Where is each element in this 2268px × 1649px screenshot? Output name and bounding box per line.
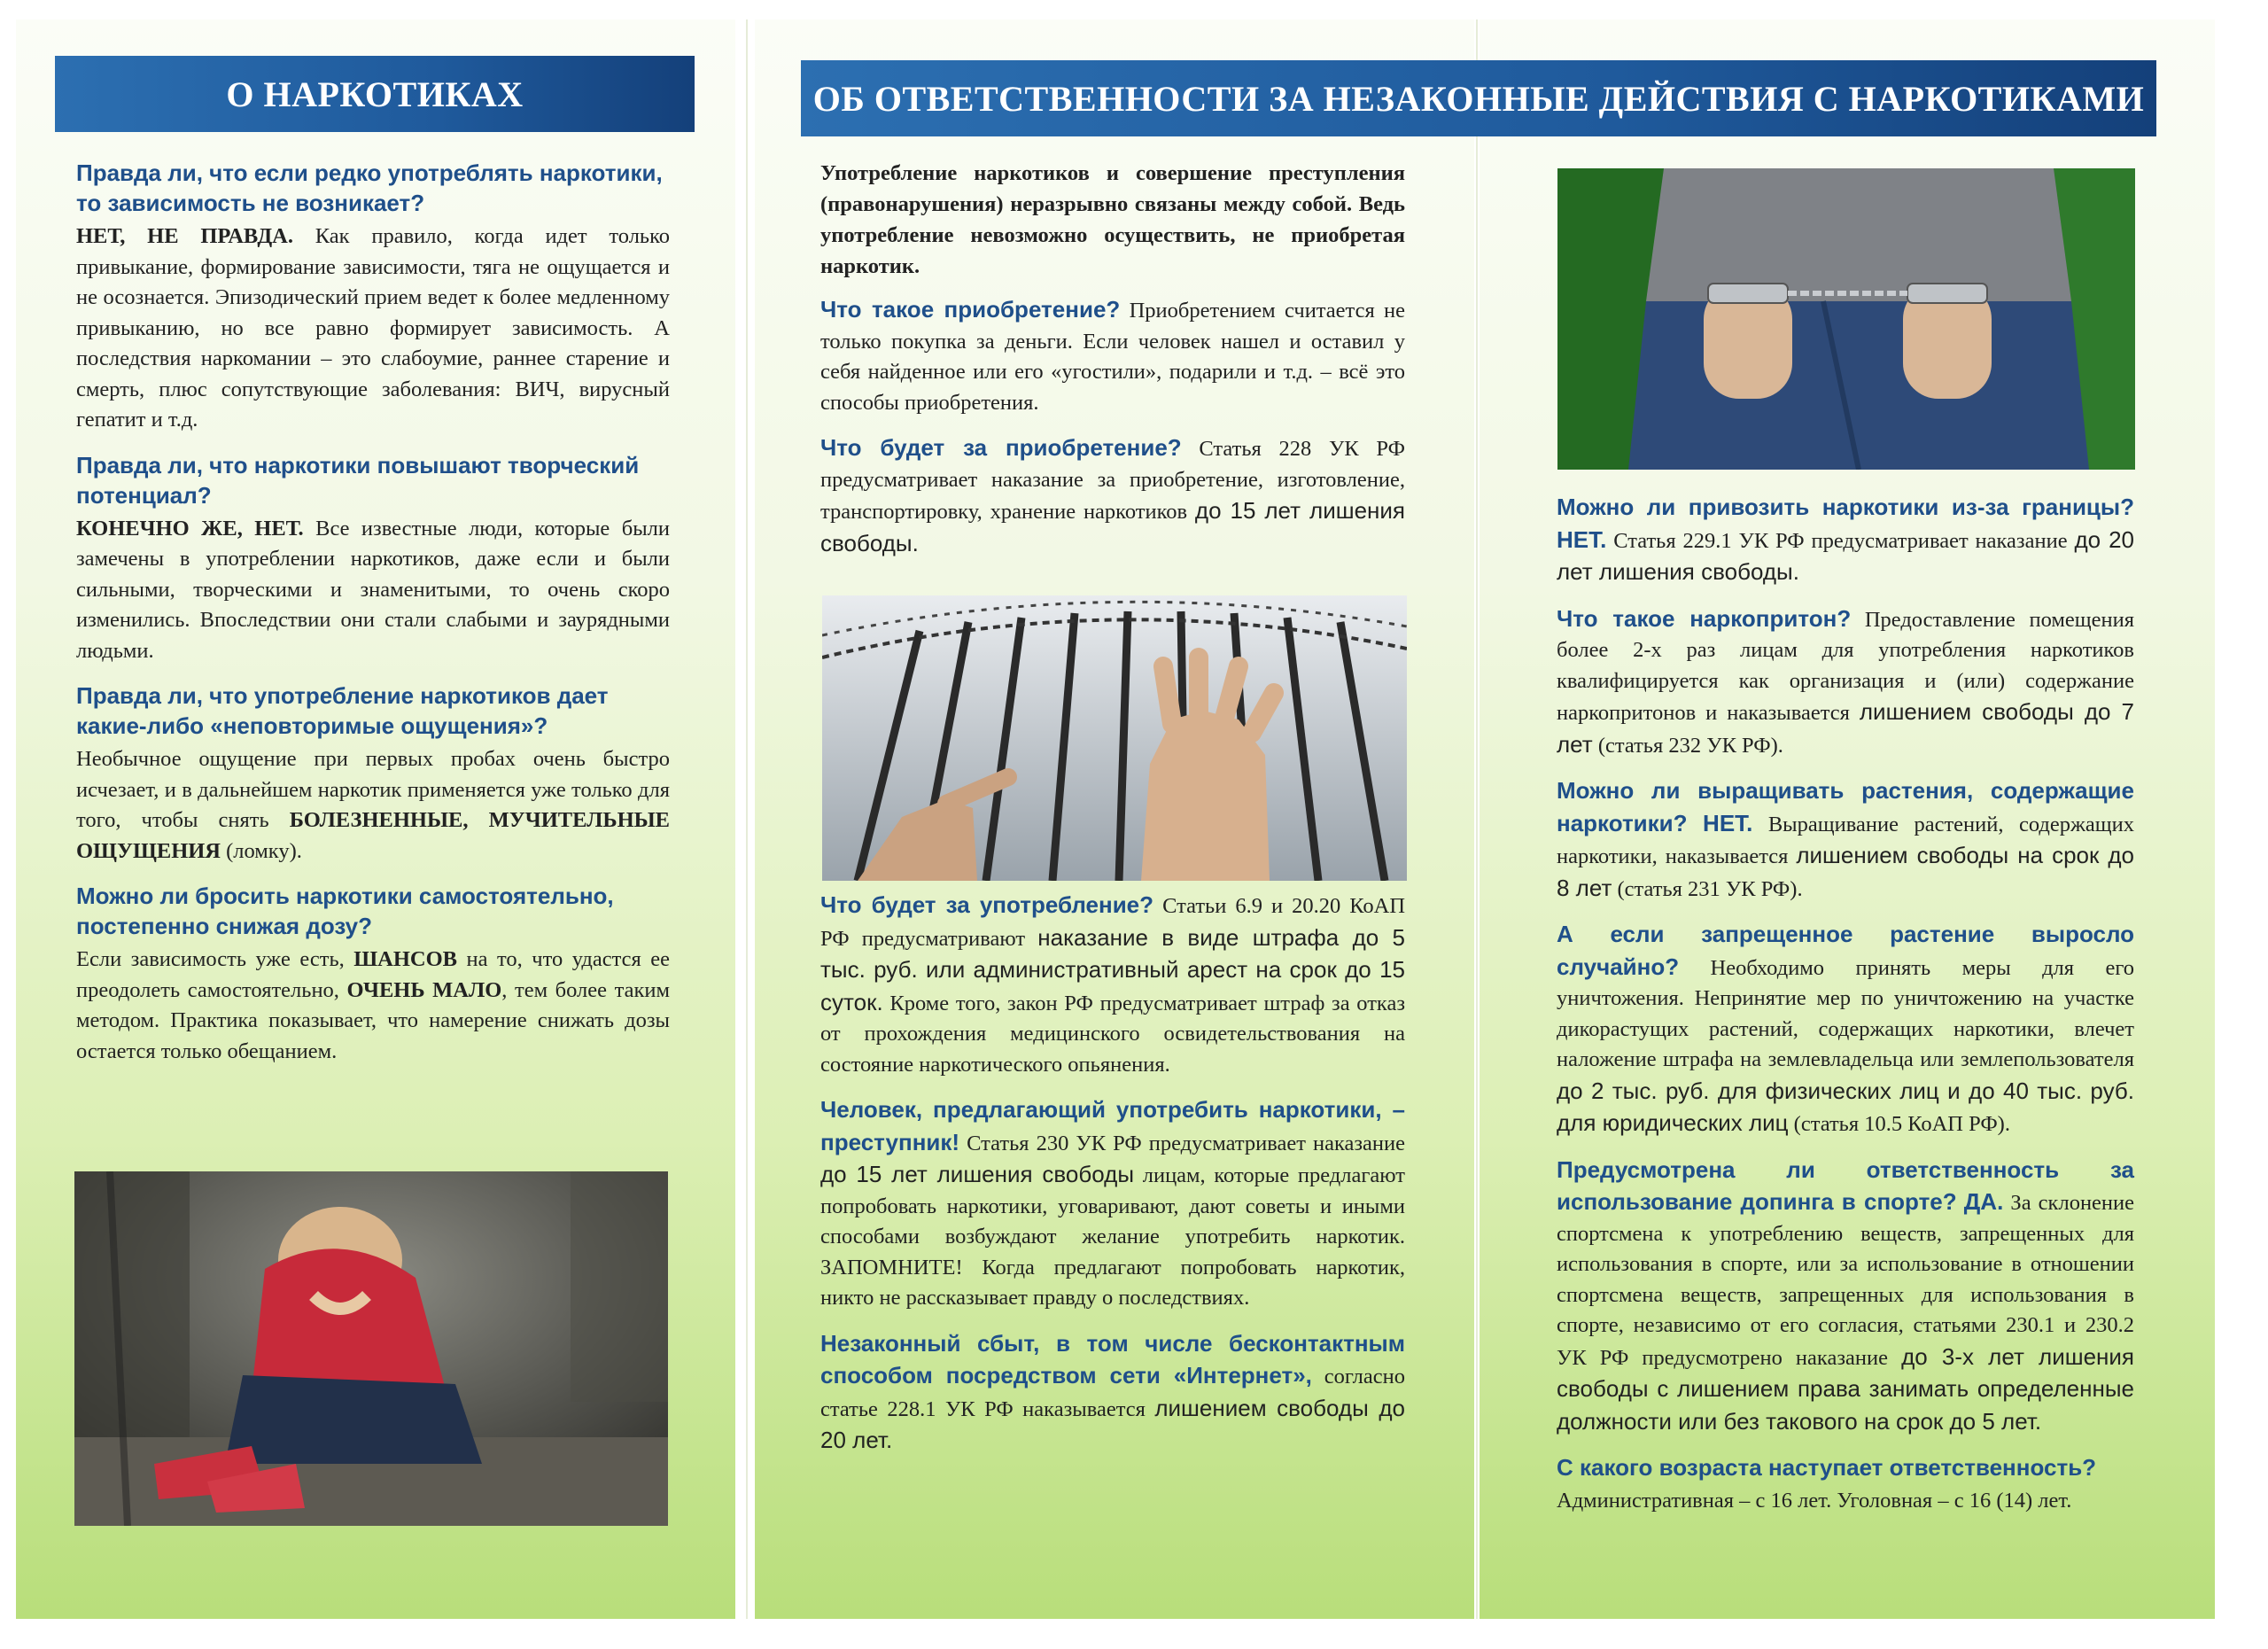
question-heading: С какого возраста наступает ответственность? bbox=[1557, 1454, 2097, 1481]
qa-paragraph: А если запрещенное растение выросло случайно? Необходимо принять меры для его уничтожения. Непринятие мер по уничтожению на участке дикорастущих растений, содержащих наркотики, влечет наложение штрафа на землевладельца или землепользователя до 2 тыс. руб. для физических лиц и до 40 тыс. руб. для юридических лиц (статья 10.5 КоАП РФ). bbox=[1557, 921, 2135, 1136]
right-column bbox=[1557, 492, 2134, 1531]
answer-text: НЕТ, НЕ ПРАВДА. Как правило, когда идет только привыкание, формирование зависимости, тяга не ощущается и не осознается. Эпизодический прием ведет к более медленному привыканию, но все равно формирует зависимость. А последствия наркомании – это слабоумие, раннее старение и смерть, плюс сопутствующие заболевания: ВИЧ, вирусный гепатит и т.д. bbox=[76, 224, 671, 432]
left-title: О НАРКОТИКАХ bbox=[226, 74, 524, 114]
answer-text: КОНЕЧНО ЖЕ, НЕТ. Все известные люди, которые были замечены в употреблении наркотиков, даже если и были сильными, творческими и знаменитыми, то очень скоро изменились. Впоследствии они стали слабыми и заурядными людьми. bbox=[76, 516, 671, 663]
question-heading: Правда ли, что употребление наркотиков дает какие-либо «неповторимые ощущения»? bbox=[76, 682, 609, 739]
qa-paragraph: Человек, предлагающий употребить наркотики, – преступник! Статья 230 УК РФ предусматривает наказание до 15 лет лишения свободы лицам, которые предлагают попробовать наркотики, уговаривают, дают советы и иными способами возбуждают желание употребить наркотик. ЗАПОМНИТЕ! Когда предлагают попробовать наркотик, никто не рассказывает правду о последствиях. bbox=[820, 1096, 1406, 1310]
question-heading: Что будет за употребление? bbox=[820, 891, 1154, 918]
question-heading: Предусмотрена ли ответственность за использование допинга в спорте? bbox=[1557, 1155, 2134, 1215]
qa-paragraph: Можно ли выращивать растения, содержащие наркотики? НЕТ. Выращивание растений, содержащих наркотики, наказывается лишением свободы на срок до 8 лет (статья 231 УК РФ). bbox=[1557, 777, 2135, 901]
qa-paragraph: Что такое приобретение? Приобретением считается не только покупка за деньги. Если человек нашел и оставил у себя найденное или его «угостили», подарили и т.д. – всё это способы приобретения. bbox=[820, 296, 1405, 415]
photo-girl-sitting bbox=[74, 1171, 668, 1526]
left-column bbox=[76, 158, 670, 1081]
question-heading: А если запрещенное растение выросло случайно? bbox=[1557, 921, 2134, 980]
right-title-banner bbox=[801, 60, 2156, 136]
question-heading: Человек, предлагающий употребить наркотики, – преступник! bbox=[820, 1096, 1405, 1155]
answer-text: Необычное ощущение при первых пробах очень быстро исчезает, и в дальнейшем наркотик применяется уже только для того, чтобы снять БОЛЕЗНЕННЫЕ, МУЧИТЕЛЬНЫЕ ОЩУЩЕНИЯ (ломку). bbox=[76, 747, 671, 863]
answer-text: Административная – с 16 лет. Уголовная – с 16 (14) лет. bbox=[1557, 1489, 2072, 1513]
left-title-banner bbox=[55, 56, 695, 132]
question-heading: Можно ли выращивать растения, содержащие наркотики? bbox=[1557, 777, 2134, 836]
qa-paragraph: Предусмотрена ли ответственность за использование допинга в спорте? ДА. За склонение спортсмена к употреблению веществ, запрещенных для использования в спорте, или за использование в отношении спортсмена веществ, запрещенных для использования в спорте, независимо от его согласия, статьями 230.1 и 230.2 УК РФ предусмотрено наказание до 3-х лет лишения свободы с лишением права занимать определенные должности или без такового на срок до 5 лет. bbox=[1557, 1155, 2135, 1435]
qa-paragraph: Что такое наркопритон? Предоставление помещения более 2-х раз лицам для употребления наркотиков квалифицируется как организация и (или) содержание наркопритонов и наказывается лишением свободы до 7 лет (статья 232 УК РФ). bbox=[1557, 604, 2135, 758]
middle-column-lower bbox=[820, 890, 1405, 1472]
qa-paragraph: Что будет за приобретение? Статья 228 УК РФ предусматривает наказание за приобретение, изготовление, транспортировку, хранение наркотиков до 15 лет лишения свободы. bbox=[820, 434, 1405, 556]
answer-text: Если зависимость уже есть, ШАНСОВ на то, что удастся ее преодолеть самостоятельно, ОЧЕНЬ МАЛО, тем более таким методом. Практика показывает, что намерение снижать дозы остается только обещанием. bbox=[76, 947, 671, 1063]
question-heading: Можно ли привозить наркотики из-за границы? bbox=[1557, 494, 2134, 520]
intro-text: Употребление наркотиков и совершение преступления (правонарушения) неразрывно связаны между собой. Ведь употребление невозможно осуществить, не приобретая наркотик. bbox=[820, 161, 1405, 278]
middle-column bbox=[820, 158, 1405, 560]
question-heading: Можно ли бросить наркотики самостоятельно, постепенно снижая дозу? bbox=[76, 883, 614, 939]
question-heading: Что такое наркопритон? bbox=[1557, 604, 1852, 632]
qa-paragraph: Что будет за употребление? Статьи 6.9 и 20.20 КоАП РФ предусматривают наказание в виде штрафа до 5 тыс. руб. или административный арест на срок до 15 суток. Кроме того, закон РФ предусматривает штраф за отказ от прохождения медицинского освидетельствования на состояние наркотического опьянения. bbox=[820, 891, 1406, 1077]
photo-handcuffs bbox=[1557, 168, 2135, 470]
question-heading: Правда ли, что если редко употреблять наркотики, то зависимость не возникает? bbox=[76, 159, 663, 216]
question-heading: Правда ли, что наркотики повышают творческий потенциал? bbox=[76, 451, 640, 509]
photo-hands-on-bars bbox=[822, 595, 1407, 881]
qa-paragraph: Незаконный сбыт, в том числе бесконтактным способом посредством сети «Интернет», согласно статье 228.1 УК РФ наказывается лишением свободы до 20 лет. bbox=[820, 1329, 1405, 1453]
question-heading: Что будет за приобретение? bbox=[820, 434, 1182, 461]
question-heading: Что такое приобретение? bbox=[820, 296, 1121, 323]
fold-line bbox=[746, 19, 748, 1619]
right-title: ОБ ОТВЕТСТВЕННОСТИ ЗА НЕЗАКОННЫЕ ДЕЙСТВИЯ С НАРКОТИКАМИ bbox=[812, 78, 2145, 119]
fold-line bbox=[1476, 19, 1478, 1619]
question-heading: Незаконный сбыт, в том числе бесконтактным способом посредством сети «Интернет», bbox=[820, 1329, 1405, 1388]
qa-paragraph: Можно ли привозить наркотики из-за границы? НЕТ. Статья 229.1 УК РФ предусматривает наказание до 20 лет лишения свободы. bbox=[1557, 494, 2135, 585]
